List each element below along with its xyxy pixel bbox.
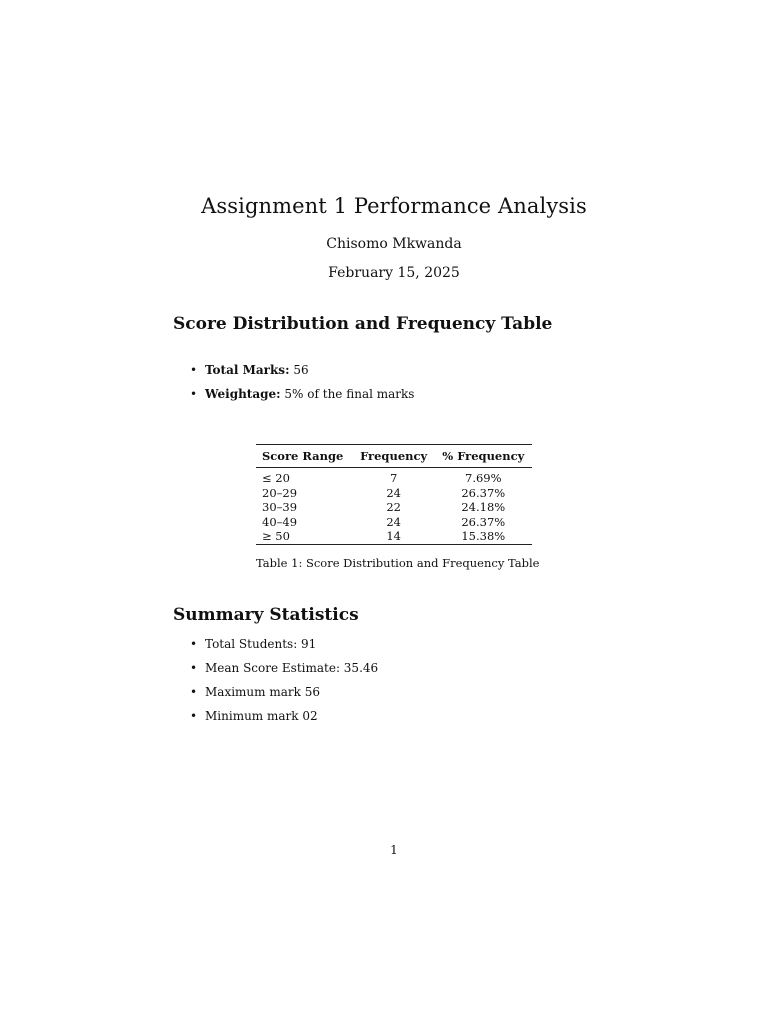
document-title: Assignment 1 Performance Analysis — [201, 194, 587, 218]
cell-frequency: 22 — [386, 500, 401, 514]
list-item — [190, 661, 378, 685]
section-heading-score-distribution: Score Distribution and Frequency Table — [173, 314, 553, 334]
weightage-label: Weightage: — [205, 387, 281, 401]
frequency-table-container — [256, 444, 532, 545]
table-row — [256, 486, 532, 501]
list-item — [190, 685, 378, 709]
section-heading-summary-statistics: Summary Statistics — [173, 605, 359, 625]
summary-statistics-list — [190, 637, 378, 733]
header-frequency: Frequency — [353, 445, 435, 468]
cell-percent: 26.37% — [461, 514, 506, 529]
bullet-icon: • — [190, 363, 198, 377]
cell-frequency: 7 — [389, 471, 398, 485]
frequency-table — [256, 444, 532, 545]
header-percent-frequency: % Frequency — [435, 445, 532, 468]
cell-percent: 26.37% — [461, 485, 506, 500]
total-students-text: Total Students: 91 — [205, 637, 317, 651]
table-row — [256, 515, 532, 530]
cell-frequency: 24 — [386, 485, 401, 500]
bullet-icon: • — [190, 661, 198, 675]
minimum-mark-text: Minimum mark 02 — [205, 709, 318, 723]
maximum-mark-text: Maximum mark 56 — [205, 685, 320, 699]
total-marks-label: Total Marks: — [205, 363, 290, 377]
cell-score-range: 30–39 — [262, 500, 298, 514]
marks-info-list — [190, 363, 414, 411]
weightage-value: 5% of the final marks — [284, 387, 415, 401]
cell-score-range: ≤ 20 — [262, 471, 290, 485]
table-header-row — [256, 445, 532, 468]
bullet-icon: • — [190, 637, 198, 651]
bullet-icon: • — [190, 709, 198, 723]
list-item-total-marks — [190, 363, 414, 387]
table-caption: Table 1: Score Distribution and Frequency Table — [256, 556, 540, 570]
list-item — [190, 709, 378, 733]
document-date: February 15, 2025 — [328, 265, 460, 281]
cell-percent: 7.69% — [465, 471, 502, 485]
cell-frequency: 24 — [386, 514, 401, 529]
header-score-range: Score Range — [256, 445, 353, 468]
table-row — [256, 468, 532, 486]
list-item-weightage — [190, 387, 414, 411]
mean-score-text: Mean Score Estimate: 35.46 — [205, 661, 379, 675]
cell-frequency: 14 — [353, 529, 435, 544]
cell-percent: 15.38% — [435, 529, 532, 544]
bullet-icon: • — [190, 387, 198, 401]
cell-score-range: 40–49 — [262, 514, 298, 529]
total-marks-value: 56 — [293, 363, 309, 377]
table-row — [256, 500, 532, 515]
cell-score-range: 20–29 — [262, 485, 298, 500]
document-author: Chisomo Mkwanda — [326, 236, 462, 252]
bullet-icon: • — [190, 685, 198, 699]
page-number: 1 — [390, 843, 398, 857]
list-item — [190, 637, 378, 661]
cell-percent: 24.18% — [461, 500, 506, 514]
table-row — [256, 529, 532, 544]
cell-score-range: ≥ 50 — [256, 529, 353, 544]
